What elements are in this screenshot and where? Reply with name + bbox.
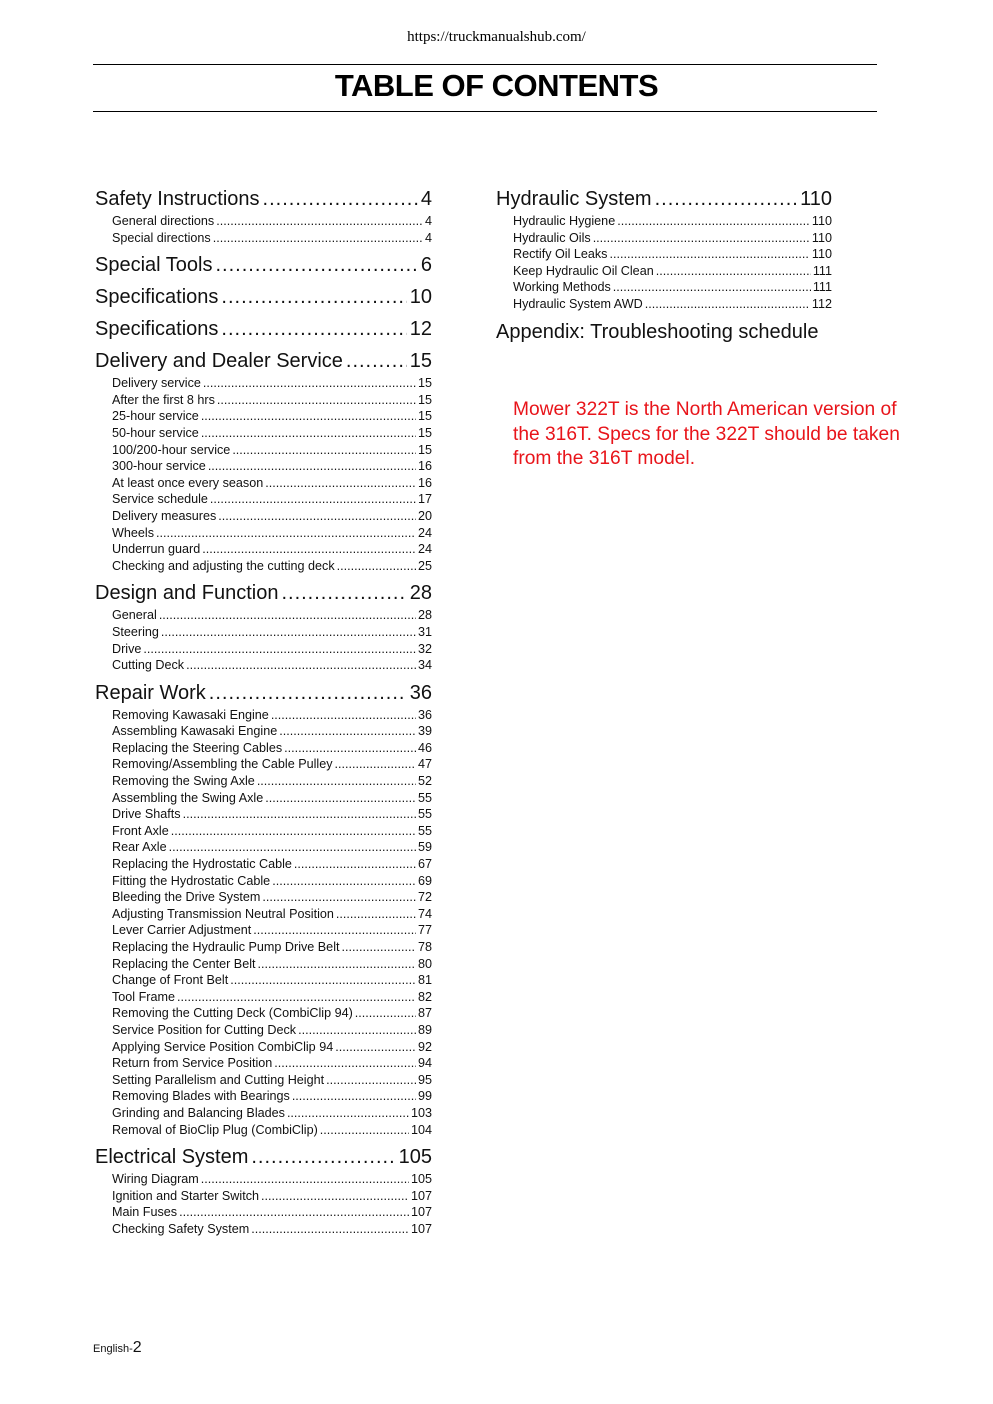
entry-page-number: 92 xyxy=(417,1039,432,1054)
toc-subsection-entry[interactable] xyxy=(95,641,432,658)
entry-title: Underrun guard xyxy=(112,542,201,557)
toc-subsection-entry[interactable] xyxy=(95,558,432,575)
entry-page-number: 36 xyxy=(417,707,432,722)
entry-page-number: 4 xyxy=(424,214,432,228)
toc-subsection-list xyxy=(496,213,832,313)
entry-page-number: 87 xyxy=(417,1006,432,1021)
entry-page-number: 77 xyxy=(417,923,432,938)
dot-leader xyxy=(292,1088,416,1105)
toc-section-heading[interactable] xyxy=(95,580,432,606)
toc-section xyxy=(95,580,432,673)
dot-leader xyxy=(655,186,798,212)
dot-leader xyxy=(221,316,406,342)
entry-page-number: 15 xyxy=(417,376,432,391)
entry-page-number: 46 xyxy=(417,740,432,755)
toc-subsection-entry[interactable] xyxy=(95,541,432,558)
entry-title: Service Position for Cutting Deck xyxy=(112,1022,297,1037)
dot-leader xyxy=(284,740,416,757)
toc-subsection-entry[interactable] xyxy=(95,1105,432,1122)
toc-subsection-entry[interactable] xyxy=(95,806,432,823)
entry-page-number: 25 xyxy=(417,558,432,573)
toc-subsection-entry[interactable] xyxy=(95,1022,432,1039)
dot-leader xyxy=(156,525,416,542)
section-title: Specifications xyxy=(95,318,219,341)
entry-title: Drive Shafts xyxy=(112,807,181,822)
entry-page-number: 110 xyxy=(811,214,832,228)
toc-right-column xyxy=(496,186,832,345)
dot-leader xyxy=(161,624,416,641)
toc-section xyxy=(95,284,432,310)
entry-page-number: 24 xyxy=(417,542,432,557)
dot-leader xyxy=(209,680,407,706)
entry-page-number: 105 xyxy=(410,1172,432,1187)
entry-page-number: 15 xyxy=(417,442,432,457)
toc-subsection-entry[interactable] xyxy=(95,740,432,757)
toc-subsection-entry[interactable] xyxy=(95,458,432,475)
entry-page-number: 99 xyxy=(417,1089,432,1104)
section-title: Electrical System xyxy=(95,1146,249,1169)
toc-subsection-entry[interactable] xyxy=(95,906,432,923)
section-page-number: 110 xyxy=(800,188,832,210)
entry-page-number: 95 xyxy=(417,1072,432,1087)
entry-title: Removal of BioClip Plug (CombiClip) xyxy=(112,1122,318,1137)
dot-leader xyxy=(355,1005,416,1022)
entry-title: Fitting the Hydrostatic Cable xyxy=(112,873,271,888)
entry-title: Ignition and Starter Switch xyxy=(112,1188,260,1203)
entry-title: Assembling the Swing Axle xyxy=(112,790,264,805)
toc-section-heading[interactable] xyxy=(95,680,432,706)
entry-page-number: 47 xyxy=(417,757,432,772)
entry-title: Hydraulic System AWD xyxy=(513,296,643,311)
dot-leader xyxy=(210,491,416,508)
entry-title: Service schedule xyxy=(112,492,208,507)
dot-leader xyxy=(298,1022,416,1039)
entry-title: Adjusting Transmission Neutral Position xyxy=(112,906,334,921)
entry-title: Rectify Oil Leaks xyxy=(513,247,608,262)
dot-leader xyxy=(613,279,811,296)
dot-leader xyxy=(216,213,423,230)
dot-leader xyxy=(179,1204,409,1221)
toc-section xyxy=(496,186,832,313)
entry-title: Wiring Diagram xyxy=(112,1172,199,1187)
dot-leader xyxy=(645,296,810,313)
toc-section-heading[interactable] xyxy=(95,186,432,212)
toc-subsection-entry[interactable] xyxy=(95,375,432,392)
dot-leader xyxy=(251,1144,395,1170)
entry-title: Hydraulic Hygiene xyxy=(513,214,616,228)
dot-leader xyxy=(272,873,416,890)
section-page-number: 4 xyxy=(420,188,432,210)
toc-subsection-entry[interactable] xyxy=(95,213,432,230)
entry-title: Removing the Cutting Deck (CombiClip 94) xyxy=(112,1006,353,1021)
toc-subsection-list xyxy=(95,707,432,1138)
entry-title: Cutting Deck xyxy=(112,658,185,673)
dot-leader xyxy=(221,284,406,310)
entry-page-number: 16 xyxy=(417,459,432,474)
entry-title: General xyxy=(112,608,157,623)
dot-leader xyxy=(251,1221,409,1238)
entry-page-number: 94 xyxy=(417,1056,432,1071)
dot-leader xyxy=(202,541,416,558)
entry-title: Front Axle xyxy=(112,823,169,838)
entry-title: Steering xyxy=(112,624,159,639)
dot-leader xyxy=(201,1171,409,1188)
dot-leader xyxy=(159,607,416,624)
toc-subsection-entry[interactable] xyxy=(95,723,432,740)
entry-title: Drive xyxy=(112,641,142,656)
entry-title: Bleeding the Drive System xyxy=(112,890,261,905)
dot-leader xyxy=(201,425,416,442)
toc-subsection-entry[interactable] xyxy=(95,425,432,442)
entry-title: Removing Blades with Bearings xyxy=(112,1089,290,1104)
entry-page-number: 103 xyxy=(410,1105,432,1120)
dot-leader xyxy=(346,348,407,374)
dot-leader xyxy=(261,1188,409,1205)
entry-page-number: 32 xyxy=(417,641,432,656)
toc-subsection-entry[interactable] xyxy=(95,657,432,674)
dot-leader xyxy=(336,906,416,923)
entry-page-number: 55 xyxy=(417,790,432,805)
dot-leader xyxy=(271,707,416,724)
dot-leader xyxy=(217,392,416,409)
toc-subsection-entry[interactable] xyxy=(95,707,432,724)
toc-subsection-entry[interactable] xyxy=(95,889,432,906)
entry-page-number: 104 xyxy=(410,1122,432,1137)
toc-subsection-entry[interactable] xyxy=(95,839,432,856)
entry-title: Removing Kawasaki Engine xyxy=(112,707,269,722)
entry-title: Working Methods xyxy=(513,280,611,295)
dot-leader xyxy=(218,508,416,525)
entry-page-number: 78 xyxy=(417,940,432,954)
entry-title: Removing/Assembling the Cable Pulley xyxy=(112,757,333,772)
entry-title: Applying Service Position CombiClip 94 xyxy=(112,1039,334,1054)
toc-subsection-entry[interactable] xyxy=(496,246,832,263)
entry-page-number: 112 xyxy=(811,296,832,311)
toc-subsection-entry[interactable] xyxy=(95,790,432,807)
toc-section xyxy=(95,316,432,342)
toc-subsection-entry[interactable] xyxy=(95,525,432,542)
section-title: Specifications xyxy=(95,286,219,309)
source-url: https://truckmanualshub.com/ xyxy=(407,29,586,45)
dot-leader xyxy=(186,657,416,674)
toc-subsection-entry[interactable] xyxy=(95,1204,432,1221)
entry-title: Checking and adjusting the cutting deck xyxy=(112,558,335,573)
dot-leader xyxy=(183,806,416,823)
entry-title: Delivery service xyxy=(112,376,201,391)
section-page-number: 6 xyxy=(420,254,432,277)
toc-subsection-entry[interactable] xyxy=(95,823,432,840)
entry-page-number: 81 xyxy=(417,973,432,988)
toc-subsection-entry[interactable] xyxy=(95,939,432,956)
dot-leader xyxy=(215,252,417,278)
title-rule-bottom xyxy=(93,111,877,112)
toc-subsection-entry[interactable] xyxy=(95,873,432,890)
toc-subsection-list xyxy=(95,1171,432,1237)
footer-language: English- xyxy=(93,1343,133,1355)
section-page-number: 105 xyxy=(398,1146,432,1169)
entry-page-number: 55 xyxy=(417,807,432,822)
page-footer xyxy=(93,1339,142,1357)
toc-subsection-entry[interactable] xyxy=(95,392,432,409)
entry-page-number: 15 xyxy=(417,425,432,440)
toc-subsection-list xyxy=(95,607,432,673)
toc-subsection-entry[interactable] xyxy=(95,1221,432,1238)
section-title: Special Tools xyxy=(95,254,213,277)
page-title: TABLE OF CONTENTS xyxy=(334,68,659,103)
toc-section-heading[interactable] xyxy=(95,252,432,278)
dot-leader xyxy=(342,939,416,956)
entry-page-number: 59 xyxy=(417,840,432,855)
dot-leader xyxy=(253,922,416,939)
toc-subsection-entry[interactable] xyxy=(95,922,432,939)
dot-leader xyxy=(203,375,416,392)
dot-leader xyxy=(617,213,810,230)
entry-title: Rear Axle xyxy=(112,840,167,855)
dot-leader xyxy=(335,756,416,773)
dot-leader xyxy=(279,723,416,740)
dot-leader xyxy=(257,773,416,790)
toc-subsection-entry[interactable] xyxy=(95,989,432,1006)
entry-page-number: 89 xyxy=(417,1022,432,1037)
toc-subsection-entry[interactable] xyxy=(95,475,432,492)
dot-leader xyxy=(169,839,416,856)
entry-title: 50-hour service xyxy=(112,425,199,440)
dot-leader xyxy=(294,856,416,873)
entry-title: Lever Carrier Adjustment xyxy=(112,923,252,938)
section-title: Design and Function xyxy=(95,582,279,605)
toc-section-heading[interactable] xyxy=(95,1144,432,1170)
entry-page-number: 28 xyxy=(417,608,432,623)
entry-page-number: 52 xyxy=(417,774,432,789)
toc-section xyxy=(95,252,432,278)
entry-page-number: 34 xyxy=(417,658,432,673)
entry-title: Special directions xyxy=(112,230,211,245)
toc-right-sections xyxy=(496,186,832,313)
toc-subsection-entry[interactable] xyxy=(95,442,432,459)
dot-leader xyxy=(171,823,416,840)
toc-subsection-entry[interactable] xyxy=(95,1188,432,1205)
toc-section xyxy=(95,348,432,574)
toc-subsection-entry[interactable] xyxy=(95,1088,432,1105)
dot-leader xyxy=(265,790,416,807)
toc-subsection-entry[interactable] xyxy=(95,1005,432,1022)
entry-title: Replacing the Hydrostatic Cable xyxy=(112,857,292,872)
toc-subsection-entry[interactable] xyxy=(95,1039,432,1056)
entry-page-number: 74 xyxy=(417,906,432,921)
toc-subsection-entry[interactable] xyxy=(95,972,432,989)
dot-leader xyxy=(656,263,811,280)
entry-title: Change of Front Belt xyxy=(112,973,229,988)
entry-page-number: 55 xyxy=(417,823,432,838)
appendix-entry: Appendix: Troubleshooting schedule xyxy=(496,320,819,343)
section-title: Hydraulic System xyxy=(496,188,652,210)
section-title: Safety Instructions xyxy=(95,188,260,210)
toc-subsection-entry[interactable] xyxy=(496,230,832,247)
dot-leader xyxy=(320,1122,409,1139)
toc-section-heading[interactable] xyxy=(95,316,432,342)
entry-title: Return from Service Position xyxy=(112,1056,273,1071)
entry-page-number: 39 xyxy=(417,724,432,739)
toc-subsection-entry[interactable] xyxy=(95,491,432,508)
dot-leader xyxy=(263,186,418,212)
entry-page-number: 20 xyxy=(417,508,432,523)
toc-subsection-entry[interactable] xyxy=(95,956,432,973)
toc-subsection-entry[interactable] xyxy=(95,773,432,790)
footer-page-number: 2 xyxy=(132,1339,142,1356)
entry-page-number: 69 xyxy=(417,873,432,888)
toc-section xyxy=(95,680,432,1138)
dot-leader xyxy=(281,580,406,606)
dot-leader xyxy=(262,889,416,906)
entry-page-number: 110 xyxy=(811,247,832,262)
toc-subsection-entry[interactable] xyxy=(95,1072,432,1089)
dot-leader xyxy=(287,1105,409,1122)
toc-subsection-entry[interactable] xyxy=(95,756,432,773)
toc-subsection-entry[interactable] xyxy=(496,279,832,296)
dot-leader xyxy=(337,558,416,575)
toc-left-column xyxy=(95,186,432,1244)
toc-section-heading[interactable] xyxy=(95,284,432,310)
section-page-number: 28 xyxy=(409,582,432,605)
entry-title: Hydraulic Oils xyxy=(513,230,591,245)
title-rule-top xyxy=(93,64,877,65)
entry-title: General directions xyxy=(112,214,215,228)
entry-page-number: 4 xyxy=(424,230,432,245)
section-title: Repair Work xyxy=(95,681,206,704)
entry-page-number: 111 xyxy=(812,280,832,295)
dot-leader xyxy=(609,246,809,263)
toc-subsection-entry[interactable] xyxy=(95,508,432,525)
entry-page-number: 15 xyxy=(417,392,432,407)
section-page-number: 12 xyxy=(409,318,432,341)
dot-leader xyxy=(265,475,416,492)
dot-leader xyxy=(258,956,416,973)
toc-subsection-entry[interactable] xyxy=(95,856,432,873)
toc-subsection-list xyxy=(95,213,432,246)
section-page-number: 15 xyxy=(409,350,432,373)
dot-leader xyxy=(201,408,416,425)
entry-title: Assembling Kawasaki Engine xyxy=(112,724,278,739)
entry-title: Grinding and Balancing Blades xyxy=(112,1105,285,1120)
toc-subsection-entry[interactable] xyxy=(95,408,432,425)
toc-subsection-entry[interactable] xyxy=(496,213,832,230)
entry-page-number: 111 xyxy=(812,263,832,278)
dot-leader xyxy=(230,972,416,989)
entry-title: Checking Safety System xyxy=(112,1221,250,1236)
entry-page-number: 82 xyxy=(417,989,432,1004)
entry-page-number: 67 xyxy=(417,857,432,872)
dot-leader xyxy=(208,458,416,475)
toc-section xyxy=(95,1144,432,1237)
entry-page-number: 16 xyxy=(417,475,432,490)
entry-title: Replacing the Steering Cables xyxy=(112,740,283,755)
toc-subsection-entry[interactable] xyxy=(95,1171,432,1188)
toc-subsection-entry[interactable] xyxy=(95,607,432,624)
toc-section xyxy=(95,186,432,246)
dot-leader xyxy=(213,230,423,247)
entry-title: Main Fuses xyxy=(112,1205,178,1220)
entry-title: Wheels xyxy=(112,525,154,540)
entry-page-number: 80 xyxy=(417,956,432,971)
section-title: Delivery and Dealer Service xyxy=(95,350,343,373)
entry-title: After the first 8 hrs xyxy=(112,392,215,407)
entry-title: Setting Parallelism and Cutting Height xyxy=(112,1072,325,1087)
toc-subsection-entry[interactable] xyxy=(95,624,432,641)
entry-page-number: 31 xyxy=(417,624,432,639)
entry-page-number: 107 xyxy=(410,1188,432,1203)
dot-leader xyxy=(143,641,416,658)
entry-title: Delivery measures xyxy=(112,508,217,523)
section-page-number: 36 xyxy=(409,681,432,704)
entry-page-number: 15 xyxy=(417,409,432,424)
dot-leader xyxy=(335,1039,416,1056)
entry-title: 100/200-hour service xyxy=(112,442,231,457)
dot-leader xyxy=(177,989,416,1006)
dot-leader xyxy=(593,230,810,247)
entry-title: Replacing the Center Belt xyxy=(112,956,256,971)
entry-title: 300-hour service xyxy=(112,459,206,474)
model-note: Mower 322T is the North American version of the 316T. Specs for the 322T should be taken from the 316T model. xyxy=(513,399,900,469)
dot-leader xyxy=(326,1072,416,1089)
section-page-number: 10 xyxy=(409,286,432,309)
toc-subsection-entry[interactable] xyxy=(95,1055,432,1072)
toc-section-heading[interactable] xyxy=(496,186,832,212)
entry-title: Replacing the Hydraulic Pump Drive Belt xyxy=(112,940,340,954)
entry-page-number: 17 xyxy=(417,492,432,507)
toc-subsection-entry[interactable] xyxy=(95,230,432,247)
dot-leader xyxy=(274,1055,416,1072)
entry-title: Removing the Swing Axle xyxy=(112,774,255,789)
entry-page-number: 107 xyxy=(410,1221,432,1236)
toc-subsection-entry[interactable] xyxy=(496,263,832,280)
toc-subsection-list xyxy=(95,375,432,574)
toc-subsection-entry[interactable] xyxy=(95,1122,432,1139)
entry-title: Tool Frame xyxy=(112,989,175,1004)
dot-leader xyxy=(232,442,416,459)
entry-title: Keep Hydraulic Oil Clean xyxy=(513,263,654,278)
entry-title: 25-hour service xyxy=(112,409,199,424)
toc-section-heading[interactable] xyxy=(95,348,432,374)
entry-page-number: 72 xyxy=(417,890,432,905)
entry-page-number: 110 xyxy=(811,230,832,245)
entry-title: At least once every season xyxy=(112,475,264,490)
entry-page-number: 24 xyxy=(417,525,432,540)
toc-subsection-entry[interactable] xyxy=(496,296,832,313)
entry-page-number: 107 xyxy=(410,1205,432,1220)
